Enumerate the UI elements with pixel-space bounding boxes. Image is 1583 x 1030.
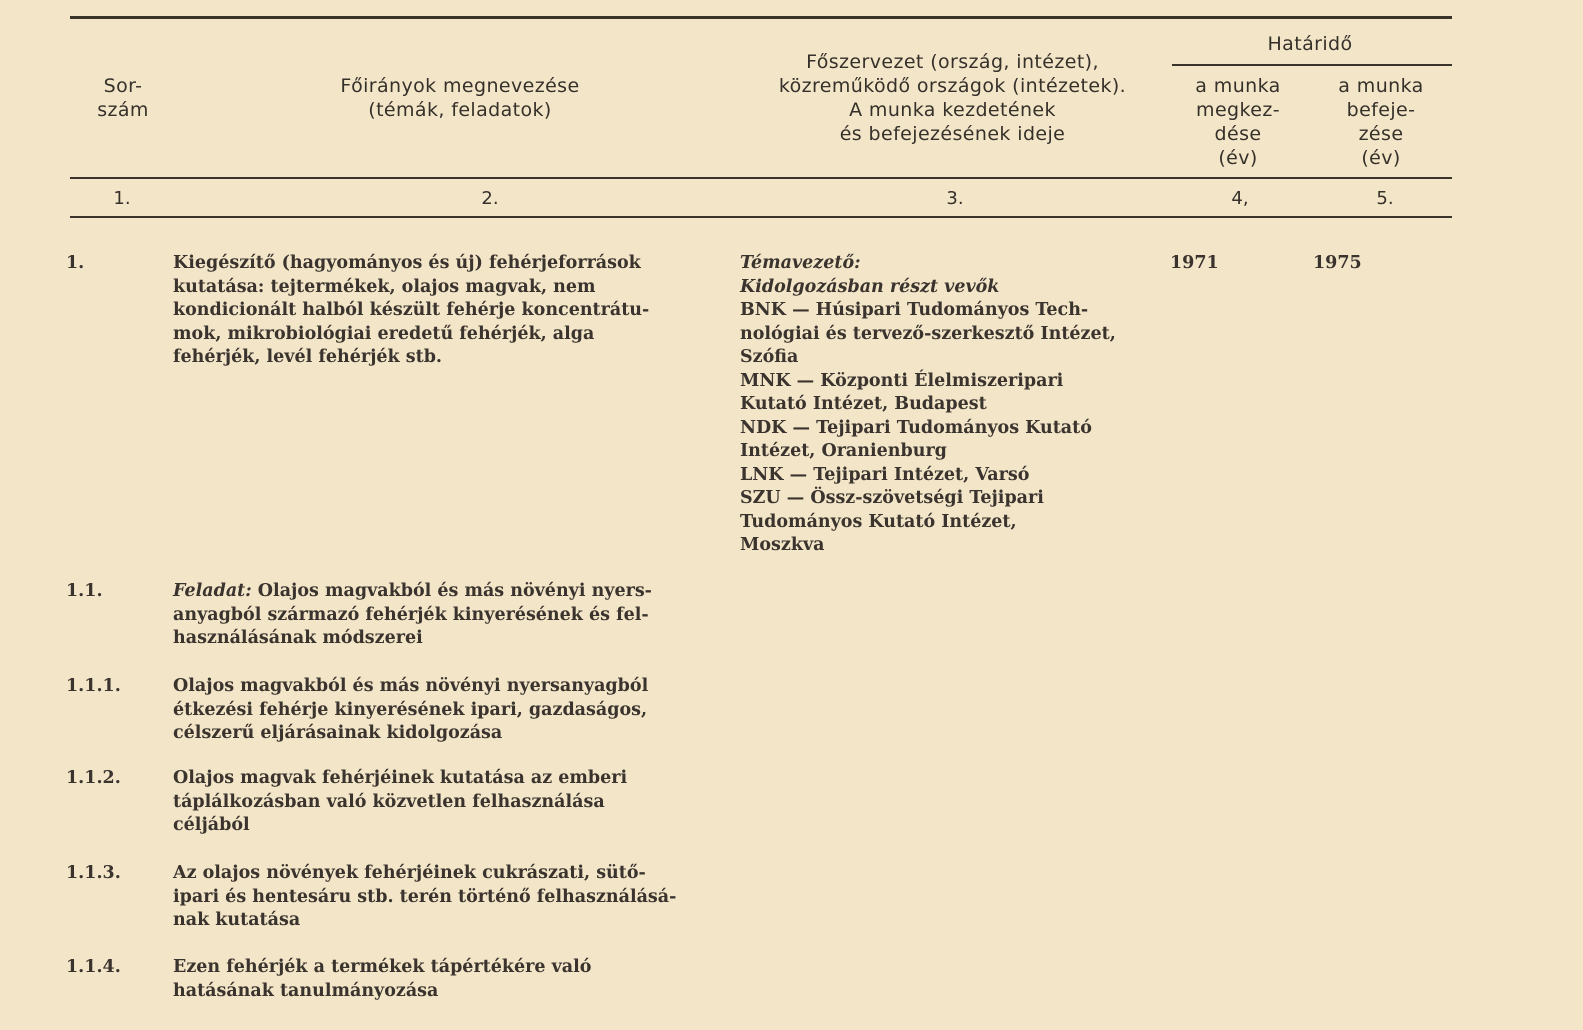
header-sorszam: Sor- szám bbox=[97, 75, 149, 121]
header-munka-befejezese: a munka befeje- zése (év) bbox=[1338, 75, 1424, 169]
row-1-number: 1. bbox=[66, 253, 85, 273]
table-top-rule bbox=[70, 16, 1452, 19]
hatarido-rule bbox=[1172, 64, 1452, 66]
header-hatarido: Határidő bbox=[1267, 33, 1353, 55]
org-title: Témavezető: bbox=[740, 253, 861, 273]
row-1-description: Kiegészítő (hagyományos és új) fehérjeforrások kutatása: tejtermékek, olajos magvak, nem kondicionált halból készült fehérje koncentrátu- mok, mikrobiológiai eredetű fehérjék, alga fehérjék, levél fehérjék stb. bbox=[173, 253, 650, 367]
row-1-end-year: 1975 bbox=[1313, 253, 1362, 273]
column-number-1: 1. bbox=[113, 188, 131, 209]
header-foiranyok: Főirányok megnevezése (témák, feladatok) bbox=[340, 75, 580, 121]
org-subtitle: Kidolgozásban részt vevők bbox=[740, 276, 1000, 297]
row-1-start-year: 1971 bbox=[1170, 253, 1219, 273]
row-1-1-description: Feladat: Olajos magvakból és más növényi nyers- anyagból származó fehérjék kinyerésének és fel- használásának módszerei bbox=[173, 581, 652, 648]
numbers-bottom-rule bbox=[70, 216, 1452, 218]
column-number-4: 4, bbox=[1231, 188, 1249, 209]
row-1-1-1-description: Olajos magvakból és más növényi nyersanyagból étkezési fehérje kinyerésének ipari, gazdaságos, célszerű eljárásainak kidolgozása bbox=[173, 676, 649, 743]
header-bottom-rule bbox=[70, 177, 1452, 179]
feladat-label: Feladat: bbox=[173, 581, 252, 601]
row-1-1-number: 1.1. bbox=[66, 581, 103, 601]
column-number-2: 2. bbox=[481, 188, 499, 209]
column-number-5: 5. bbox=[1376, 188, 1394, 209]
row-1-1-3-number: 1.1.3. bbox=[66, 863, 121, 883]
row-1-1-1-number: 1.1.1. bbox=[66, 676, 121, 696]
row-1-1-2-description: Olajos magvak fehérjéinek kutatása az emberi táplálkozásban való közvetlen felhasználása céljából bbox=[173, 768, 628, 835]
row-1-1-4-number: 1.1.4. bbox=[66, 957, 121, 977]
row-1-1-4-description: Ezen fehérjék a termékek tápértékére való hatásának tanulmányozása bbox=[173, 957, 592, 1001]
header-foszervezet: Főszervezet (ország, intézet), közreműködő országok (intézetek). A munka kezdetének és befejezésének ideje bbox=[778, 51, 1127, 145]
header-munka-kezdete: a munka megkez- dése (év) bbox=[1195, 75, 1281, 169]
column-number-3: 3. bbox=[946, 188, 964, 209]
row-1-organizations: Témavezető: Kidolgozásban részt vevők BNK — Húsipari Tudományos Tech- nológiai és tervező-szerkesztő Intézet, Szófia MNK — Központi Élelmiszeripari Kutató Intézet, Budapest NDK — Tejipari Tudományos Kutató Intézet, Oranienburg LNK — Tejipari Intézet, Varsó SZU — Össz-szövetségi Tejipari Tudományos Kutató Intézet, Moszkva bbox=[740, 253, 1116, 555]
row-1-1-3-description: Az olajos növények fehérjéinek cukrászati, sütő- ipari és hentesáru stb. terén történő felhasználásá- nak kutatása bbox=[173, 863, 677, 930]
row-1-1-2-number: 1.1.2. bbox=[66, 768, 121, 788]
